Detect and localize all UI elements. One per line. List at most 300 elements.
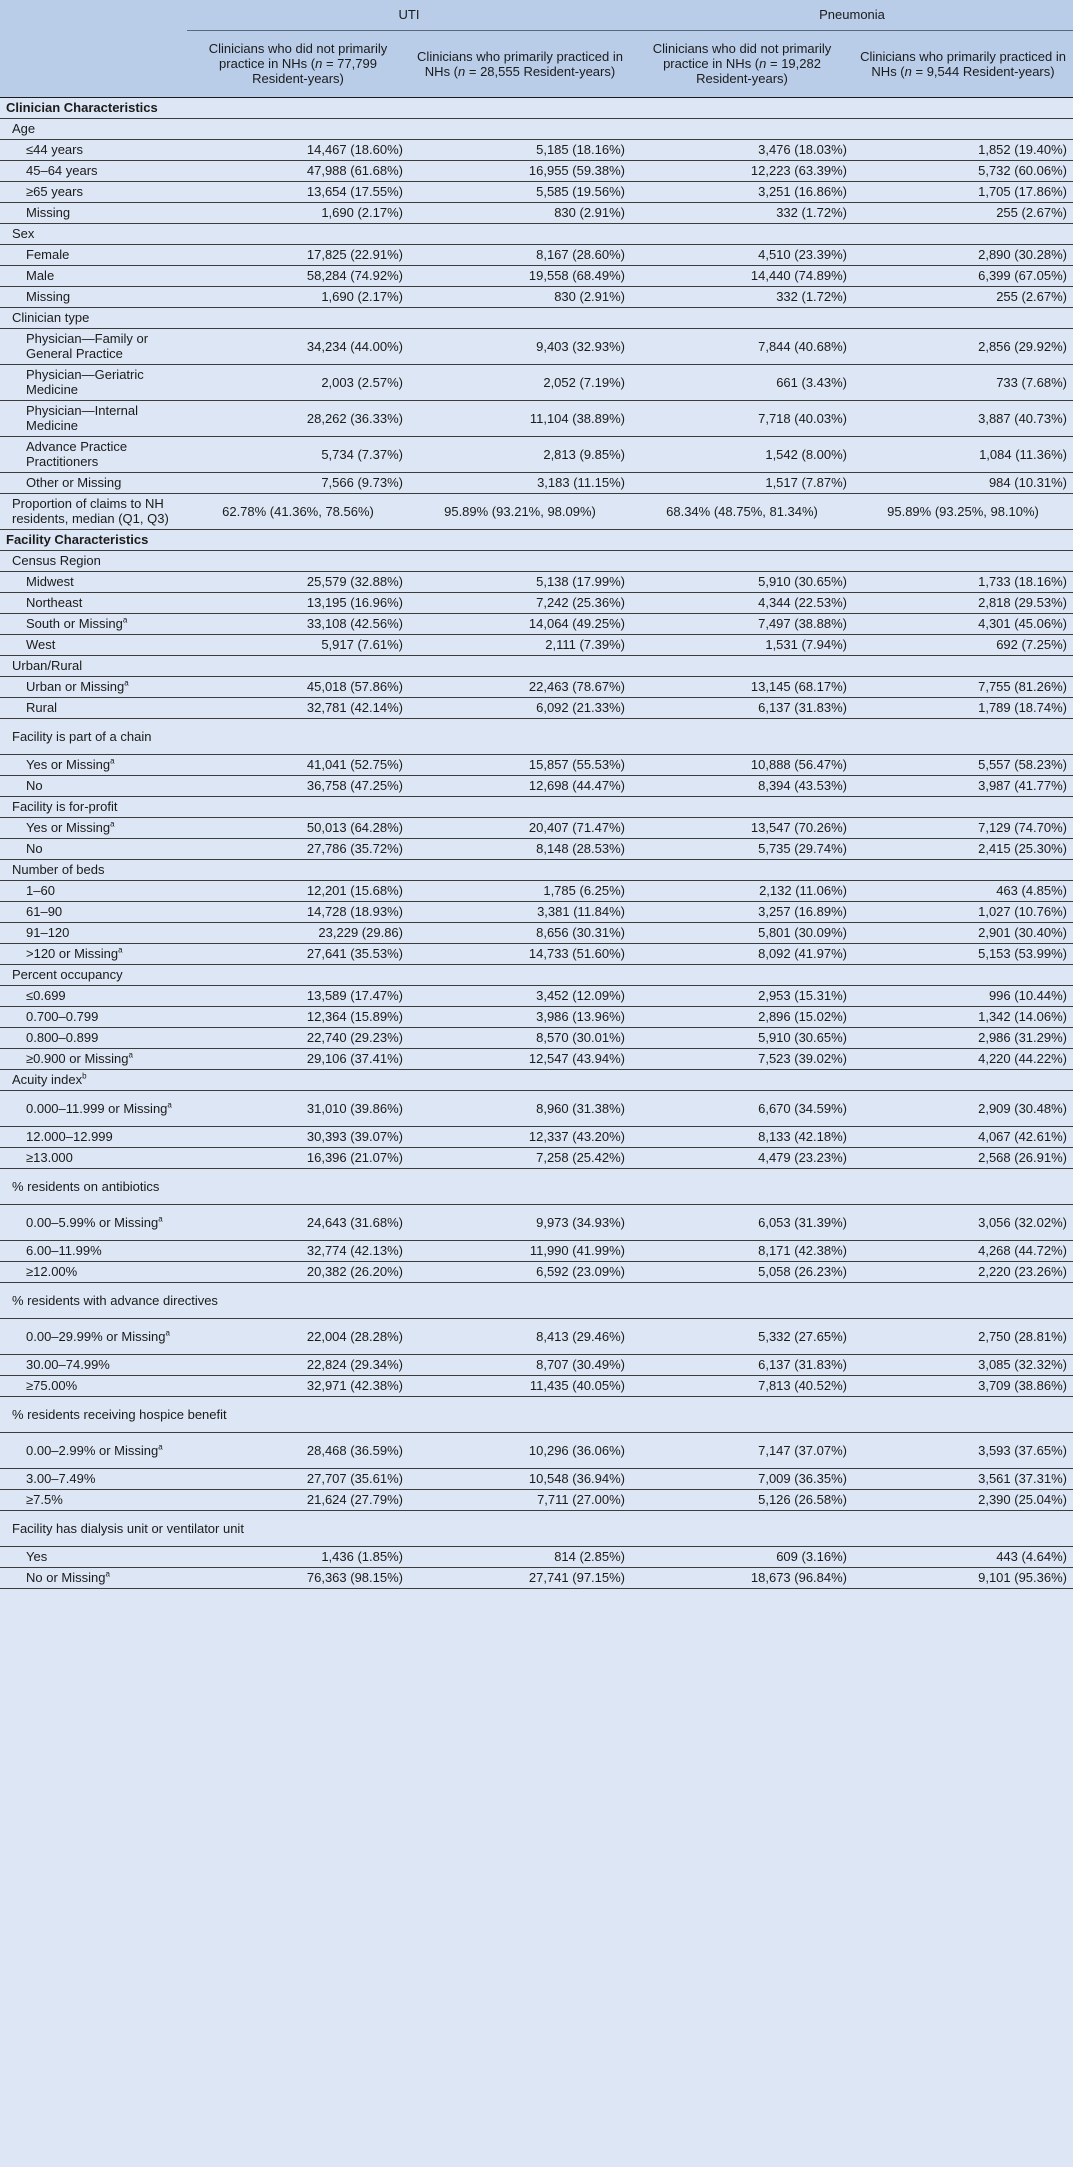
table-cell: 1,542 (8.00%) bbox=[631, 436, 853, 472]
row-label-text: 91–120 bbox=[26, 925, 70, 940]
footnote-marker: a bbox=[158, 1442, 163, 1452]
table-cell: 7,129 (74.70%) bbox=[853, 817, 1073, 838]
category-row bbox=[0, 859, 1073, 880]
row-label-text: Acuity index bbox=[12, 1072, 83, 1087]
table-cell: 1,531 (7.94%) bbox=[631, 634, 853, 655]
row-label bbox=[0, 571, 187, 592]
table-cell: 27,786 (35.72%) bbox=[187, 838, 409, 859]
row-label-text: % residents on antibiotics bbox=[12, 1178, 160, 1194]
table-cell: 7,147 (37.07%) bbox=[631, 1432, 853, 1468]
row-label bbox=[0, 1027, 187, 1048]
row-label-text: Yes or Missing bbox=[26, 820, 111, 835]
row-label-text: Proportion of claims to NH residents, median (Q1, Q3) bbox=[12, 496, 169, 526]
row-label bbox=[0, 364, 187, 400]
table-cell: 1,690 (2.17%) bbox=[187, 202, 409, 223]
table-cell: 3,381 (11.84%) bbox=[409, 901, 631, 922]
table-row bbox=[0, 1204, 1073, 1240]
row-label-text: Urban or Missing bbox=[26, 679, 125, 694]
row-label-text: Percent occupancy bbox=[12, 967, 123, 982]
table-row bbox=[0, 838, 1073, 859]
row-label-text: ≤0.699 bbox=[26, 988, 66, 1003]
row-label-text: ≥0.900 or Missing bbox=[26, 1051, 129, 1066]
table-cell: 14,064 (49.25%) bbox=[409, 613, 631, 634]
table-cell: 3,561 (37.31%) bbox=[853, 1468, 1073, 1489]
table-cell: 2,568 (26.91%) bbox=[853, 1147, 1073, 1168]
row-label-text: 6.00–11.99% bbox=[26, 1243, 102, 1258]
row-label bbox=[0, 328, 187, 364]
header-corner-lower bbox=[0, 30, 187, 97]
table-row bbox=[0, 328, 1073, 364]
table-cell: 814 (2.85%) bbox=[409, 1546, 631, 1567]
row-label bbox=[0, 1510, 1073, 1546]
table-cell: 13,589 (17.47%) bbox=[187, 985, 409, 1006]
row-label bbox=[0, 160, 187, 181]
table-row bbox=[0, 1240, 1073, 1261]
table-row bbox=[0, 1147, 1073, 1168]
section-row bbox=[0, 97, 1073, 118]
row-label bbox=[0, 1147, 187, 1168]
row-label-text: Urban/Rural bbox=[12, 658, 83, 673]
table-cell: 5,185 (18.16%) bbox=[409, 139, 631, 160]
column-header: Clinicians who did not primarily practice in NHs (n = 77,799 Resident-years) bbox=[187, 30, 409, 97]
row-label-text: 45–64 years bbox=[26, 163, 98, 178]
table-cell: 661 (3.43%) bbox=[631, 364, 853, 400]
table-row bbox=[0, 1048, 1073, 1069]
footnote-marker: b bbox=[82, 1071, 87, 1081]
table-cell: 830 (2.91%) bbox=[409, 202, 631, 223]
table-row bbox=[0, 1090, 1073, 1126]
table-cell: 32,774 (42.13%) bbox=[187, 1240, 409, 1261]
table-cell: 5,126 (26.58%) bbox=[631, 1489, 853, 1510]
table-cell: 12,201 (15.68%) bbox=[187, 880, 409, 901]
row-label-text: 30.00–74.99% bbox=[26, 1357, 110, 1372]
table-cell: 1,342 (14.06%) bbox=[853, 1006, 1073, 1027]
table-row bbox=[0, 592, 1073, 613]
row-label bbox=[0, 1204, 187, 1240]
row-label-text: No bbox=[26, 778, 43, 793]
table-cell: 1,785 (6.25%) bbox=[409, 880, 631, 901]
table-cell: 28,468 (36.59%) bbox=[187, 1432, 409, 1468]
table-cell: 7,523 (39.02%) bbox=[631, 1048, 853, 1069]
table-cell: 7,009 (36.35%) bbox=[631, 1468, 853, 1489]
table-cell: 443 (4.64%) bbox=[853, 1546, 1073, 1567]
table-cell: 5,058 (26.23%) bbox=[631, 1261, 853, 1282]
table-row bbox=[0, 676, 1073, 697]
table-row bbox=[0, 436, 1073, 472]
table-cell: 6,137 (31.83%) bbox=[631, 697, 853, 718]
table-cell: 14,728 (18.93%) bbox=[187, 901, 409, 922]
table-cell: 9,403 (32.93%) bbox=[409, 328, 631, 364]
row-label bbox=[0, 265, 187, 286]
table-cell: 7,566 (9.73%) bbox=[187, 472, 409, 493]
table-cell: 2,111 (7.39%) bbox=[409, 634, 631, 655]
footnote-marker: a bbox=[158, 1214, 163, 1224]
table-row bbox=[0, 1318, 1073, 1354]
table-row bbox=[0, 1432, 1073, 1468]
table-cell: 19,558 (68.49%) bbox=[409, 265, 631, 286]
section-row bbox=[0, 529, 1073, 550]
row-label-text: 0.00–29.99% or Missing bbox=[26, 1328, 166, 1344]
table-cell: 12,364 (15.89%) bbox=[187, 1006, 409, 1027]
table-cell: 996 (10.44%) bbox=[853, 985, 1073, 1006]
table-cell: 8,133 (42.18%) bbox=[631, 1126, 853, 1147]
row-label-text: Northeast bbox=[26, 595, 83, 610]
table-cell: 8,570 (30.01%) bbox=[409, 1027, 631, 1048]
table-cell: 5,910 (30.65%) bbox=[631, 1027, 853, 1048]
table-cell: 8,413 (29.46%) bbox=[409, 1318, 631, 1354]
row-label bbox=[0, 1006, 187, 1027]
table-cell: 23,229 (29.86) bbox=[187, 922, 409, 943]
table-cell: 76,363 (98.15%) bbox=[187, 1567, 409, 1588]
table-cell: 7,755 (81.26%) bbox=[853, 676, 1073, 697]
table-cell: 255 (2.67%) bbox=[853, 202, 1073, 223]
row-label bbox=[0, 901, 187, 922]
table-cell: 4,344 (22.53%) bbox=[631, 592, 853, 613]
footnote-marker: a bbox=[124, 678, 129, 688]
row-label-text: No bbox=[26, 841, 43, 856]
table-cell: 692 (7.25%) bbox=[853, 634, 1073, 655]
table-cell: 28,262 (36.33%) bbox=[187, 400, 409, 436]
category-row bbox=[0, 1069, 1073, 1090]
table-row bbox=[0, 697, 1073, 718]
row-label bbox=[0, 859, 1073, 880]
header-corner bbox=[0, 0, 187, 30]
table-cell: 7,258 (25.42%) bbox=[409, 1147, 631, 1168]
row-label bbox=[0, 472, 187, 493]
table-cell: 4,510 (23.39%) bbox=[631, 244, 853, 265]
row-label bbox=[0, 922, 187, 943]
row-label-text: 12.000–12.999 bbox=[26, 1129, 113, 1144]
table-cell: 5,910 (30.65%) bbox=[631, 571, 853, 592]
row-label bbox=[0, 1375, 187, 1396]
table-row bbox=[0, 922, 1073, 943]
row-label-text: Age bbox=[12, 121, 36, 136]
table-cell: 13,547 (70.26%) bbox=[631, 817, 853, 838]
table-cell: 95.89% (93.21%, 98.09%) bbox=[409, 493, 631, 529]
row-label bbox=[0, 796, 1073, 817]
table-cell: 27,707 (35.61%) bbox=[187, 1468, 409, 1489]
category-row bbox=[0, 1510, 1073, 1546]
category-row bbox=[0, 550, 1073, 571]
table-row bbox=[0, 1567, 1073, 1588]
row-label bbox=[0, 1432, 187, 1468]
table-cell: 11,435 (40.05%) bbox=[409, 1375, 631, 1396]
row-label bbox=[0, 307, 1073, 328]
row-label bbox=[0, 244, 187, 265]
table-cell: 2,901 (30.40%) bbox=[853, 922, 1073, 943]
row-label-text: ≥75.00% bbox=[26, 1378, 78, 1393]
table-cell: 36,758 (47.25%) bbox=[187, 775, 409, 796]
table-cell: 3,476 (18.03%) bbox=[631, 139, 853, 160]
table-cell: 9,101 (95.36%) bbox=[853, 1567, 1073, 1588]
category-row bbox=[0, 1396, 1073, 1432]
row-label bbox=[0, 1489, 187, 1510]
table-cell: 2,132 (11.06%) bbox=[631, 880, 853, 901]
table-cell: 2,818 (29.53%) bbox=[853, 592, 1073, 613]
table-body bbox=[0, 97, 1073, 1588]
table-row bbox=[0, 1006, 1073, 1027]
table-row bbox=[0, 571, 1073, 592]
table-cell: 27,641 (35.53%) bbox=[187, 943, 409, 964]
table-cell: 2,052 (7.19%) bbox=[409, 364, 631, 400]
table-cell: 2,896 (15.02%) bbox=[631, 1006, 853, 1027]
row-label-text: Sex bbox=[12, 226, 35, 241]
row-label-text: Number of beds bbox=[12, 862, 105, 877]
table-cell: 10,888 (56.47%) bbox=[631, 754, 853, 775]
table-cell: 1,789 (18.74%) bbox=[853, 697, 1073, 718]
table-cell: 1,733 (18.16%) bbox=[853, 571, 1073, 592]
table-cell: 9,973 (34.93%) bbox=[409, 1204, 631, 1240]
row-label bbox=[0, 493, 187, 529]
row-label-text: 0.00–2.99% or Missing bbox=[26, 1442, 159, 1458]
footnote-marker: a bbox=[122, 615, 128, 625]
table-cell: 22,004 (28.28%) bbox=[187, 1318, 409, 1354]
table-row bbox=[0, 493, 1073, 529]
table-cell: 11,990 (41.99%) bbox=[409, 1240, 631, 1261]
row-label-text: 0.700–0.799 bbox=[26, 1009, 99, 1024]
table-cell: 8,148 (28.53%) bbox=[409, 838, 631, 859]
table-cell: 3,452 (12.09%) bbox=[409, 985, 631, 1006]
table-cell: 4,268 (44.72%) bbox=[853, 1240, 1073, 1261]
row-label bbox=[0, 754, 187, 775]
row-label bbox=[0, 592, 187, 613]
row-label bbox=[0, 400, 187, 436]
row-label bbox=[0, 1168, 1073, 1204]
table-row bbox=[0, 286, 1073, 307]
row-label bbox=[0, 817, 187, 838]
table-cell: 2,813 (9.85%) bbox=[409, 436, 631, 472]
table-cell: 5,557 (58.23%) bbox=[853, 754, 1073, 775]
table-row bbox=[0, 1546, 1073, 1567]
table-cell: 13,195 (16.96%) bbox=[187, 592, 409, 613]
table-cell: 4,220 (44.22%) bbox=[853, 1048, 1073, 1069]
table-cell: 3,593 (37.65%) bbox=[853, 1432, 1073, 1468]
table-row bbox=[0, 160, 1073, 181]
table-cell: 7,718 (40.03%) bbox=[631, 400, 853, 436]
table-cell: 1,852 (19.40%) bbox=[853, 139, 1073, 160]
table-cell: 2,986 (31.29%) bbox=[853, 1027, 1073, 1048]
table-cell: 7,711 (27.00%) bbox=[409, 1489, 631, 1510]
table-cell: 6,092 (21.33%) bbox=[409, 697, 631, 718]
row-label bbox=[0, 697, 187, 718]
row-label-text: Physician—Family or General Practice bbox=[26, 331, 149, 361]
table-cell: 7,242 (25.36%) bbox=[409, 592, 631, 613]
row-label-text: Rural bbox=[26, 700, 58, 715]
row-label-text: ≤44 years bbox=[26, 142, 83, 157]
row-label-text: Census Region bbox=[12, 553, 101, 568]
table-row bbox=[0, 1489, 1073, 1510]
table-cell: 27,741 (97.15%) bbox=[409, 1567, 631, 1588]
table-row bbox=[0, 613, 1073, 634]
table-header bbox=[0, 0, 1073, 97]
table-cell: 8,656 (30.31%) bbox=[409, 922, 631, 943]
row-label-text: Male bbox=[26, 268, 55, 283]
table-cell: 20,407 (71.47%) bbox=[409, 817, 631, 838]
footnote-marker: a bbox=[118, 945, 123, 955]
row-label-text: ≥7.5% bbox=[26, 1492, 63, 1507]
row-label-text: No or Missing bbox=[26, 1570, 106, 1585]
table-cell: 18,673 (96.84%) bbox=[631, 1567, 853, 1588]
table-row bbox=[0, 754, 1073, 775]
table-cell: 2,750 (28.81%) bbox=[853, 1318, 1073, 1354]
table-cell: 62.78% (41.36%, 78.56%) bbox=[187, 493, 409, 529]
table-cell: 16,955 (59.38%) bbox=[409, 160, 631, 181]
row-label-text: Midwest bbox=[26, 574, 74, 589]
table-cell: 22,824 (29.34%) bbox=[187, 1354, 409, 1375]
row-label-text: Missing bbox=[26, 205, 71, 220]
table-cell: 32,781 (42.14%) bbox=[187, 697, 409, 718]
table-cell: 8,394 (43.53%) bbox=[631, 775, 853, 796]
row-label bbox=[0, 1048, 187, 1069]
table-cell: 11,104 (38.89%) bbox=[409, 400, 631, 436]
table-row bbox=[0, 985, 1073, 1006]
row-label-text: Physician—Internal Medicine bbox=[26, 403, 138, 433]
table-cell: 733 (7.68%) bbox=[853, 364, 1073, 400]
table-cell: 14,733 (51.60%) bbox=[409, 943, 631, 964]
row-label-text: Clinician type bbox=[12, 310, 90, 325]
table-cell: 8,167 (28.60%) bbox=[409, 244, 631, 265]
row-label bbox=[0, 1240, 187, 1261]
table-cell: 3,257 (16.89%) bbox=[631, 901, 853, 922]
table-cell: 4,301 (45.06%) bbox=[853, 613, 1073, 634]
row-label-text: Yes bbox=[26, 1549, 48, 1564]
table-cell: 12,698 (44.47%) bbox=[409, 775, 631, 796]
table-row bbox=[0, 364, 1073, 400]
footnote-marker: a bbox=[110, 756, 115, 766]
table-cell: 1,027 (10.76%) bbox=[853, 901, 1073, 922]
table-cell: 2,856 (29.92%) bbox=[853, 328, 1073, 364]
row-label bbox=[0, 286, 187, 307]
row-label bbox=[0, 1090, 187, 1126]
table-cell: 10,296 (36.06%) bbox=[409, 1432, 631, 1468]
category-row bbox=[0, 1282, 1073, 1318]
table-cell: 3,986 (13.96%) bbox=[409, 1006, 631, 1027]
row-label bbox=[0, 436, 187, 472]
table-cell: 5,735 (29.74%) bbox=[631, 838, 853, 859]
table-cell: 332 (1.72%) bbox=[631, 286, 853, 307]
table-row bbox=[0, 1468, 1073, 1489]
row-label-text: Facility is for-profit bbox=[12, 799, 118, 814]
table-cell: 6,399 (67.05%) bbox=[853, 265, 1073, 286]
row-label bbox=[0, 1468, 187, 1489]
row-label-text: >120 or Missing bbox=[26, 946, 119, 961]
table-cell: 2,220 (23.26%) bbox=[853, 1261, 1073, 1282]
table-cell: 6,137 (31.83%) bbox=[631, 1354, 853, 1375]
table-row bbox=[0, 400, 1073, 436]
table-cell: 5,734 (7.37%) bbox=[187, 436, 409, 472]
row-label bbox=[0, 1318, 187, 1354]
category-row bbox=[0, 964, 1073, 985]
table-cell: 3,709 (38.86%) bbox=[853, 1375, 1073, 1396]
table-cell: 95.89% (93.25%, 98.10%) bbox=[853, 493, 1073, 529]
column-header: Clinicians who did not primarily practice in NHs (n = 19,282 Resident-years) bbox=[631, 30, 853, 97]
footnote-marker: a bbox=[165, 1328, 170, 1338]
row-label bbox=[0, 1567, 187, 1588]
table-cell: 3,887 (40.73%) bbox=[853, 400, 1073, 436]
table-cell: 984 (10.31%) bbox=[853, 472, 1073, 493]
table-cell: 3,987 (41.77%) bbox=[853, 775, 1073, 796]
row-label-text: Other or Missing bbox=[26, 475, 122, 490]
table-cell: 1,436 (1.85%) bbox=[187, 1546, 409, 1567]
table-row bbox=[0, 265, 1073, 286]
table-cell: 5,585 (19.56%) bbox=[409, 181, 631, 202]
row-label bbox=[0, 775, 187, 796]
table-cell: 6,670 (34.59%) bbox=[631, 1090, 853, 1126]
table-cell: 5,138 (17.99%) bbox=[409, 571, 631, 592]
row-label-text: Facility Characteristics bbox=[6, 532, 149, 547]
footnote-marker: a bbox=[128, 1050, 133, 1060]
row-label-text: % residents with advance directives bbox=[12, 1292, 218, 1308]
table-row bbox=[0, 1126, 1073, 1147]
table-row bbox=[0, 943, 1073, 964]
table-cell: 5,153 (53.99%) bbox=[853, 943, 1073, 964]
row-label-text: Facility is part of a chain bbox=[12, 728, 152, 744]
category-row bbox=[0, 118, 1073, 139]
row-label bbox=[0, 655, 1073, 676]
row-label bbox=[0, 1069, 1073, 1090]
table-cell: 1,705 (17.86%) bbox=[853, 181, 1073, 202]
table-cell: 22,463 (78.67%) bbox=[409, 676, 631, 697]
table-cell: 3,056 (32.02%) bbox=[853, 1204, 1073, 1240]
table-cell: 2,953 (15.31%) bbox=[631, 985, 853, 1006]
row-label-text: ≥12.00% bbox=[26, 1264, 78, 1279]
category-row bbox=[0, 796, 1073, 817]
row-label bbox=[0, 1261, 187, 1282]
category-row bbox=[0, 307, 1073, 328]
table-cell: 58,284 (74.92%) bbox=[187, 265, 409, 286]
row-label-text: Yes or Missing bbox=[26, 757, 111, 772]
table-cell: 10,548 (36.94%) bbox=[409, 1468, 631, 1489]
table-cell: 463 (4.85%) bbox=[853, 880, 1073, 901]
row-label-text: 0.000–11.999 or Missing bbox=[26, 1100, 168, 1116]
row-label bbox=[0, 202, 187, 223]
table-cell: 6,592 (23.09%) bbox=[409, 1261, 631, 1282]
table-cell: 7,813 (40.52%) bbox=[631, 1375, 853, 1396]
table-cell: 31,010 (39.86%) bbox=[187, 1090, 409, 1126]
table-cell: 8,171 (42.38%) bbox=[631, 1240, 853, 1261]
table-cell: 5,917 (7.61%) bbox=[187, 634, 409, 655]
row-label-text: West bbox=[26, 637, 56, 652]
group-header-pneumonia: Pneumonia bbox=[631, 0, 1073, 30]
table-cell: 32,971 (42.38%) bbox=[187, 1375, 409, 1396]
row-label-text: Facility has dialysis unit or ventilator unit bbox=[12, 1520, 244, 1536]
table-cell: 14,440 (74.89%) bbox=[631, 265, 853, 286]
table-cell: 3,251 (16.86%) bbox=[631, 181, 853, 202]
row-label-text: Physician—Geriatric Medicine bbox=[26, 367, 144, 397]
table-row bbox=[0, 775, 1073, 796]
table-cell: 50,013 (64.28%) bbox=[187, 817, 409, 838]
category-row bbox=[0, 1168, 1073, 1204]
row-label-text: 3.00–7.49% bbox=[26, 1471, 96, 1486]
row-label-text: 0.800–0.899 bbox=[26, 1030, 99, 1045]
table-row bbox=[0, 1261, 1073, 1282]
table-cell: 47,988 (61.68%) bbox=[187, 160, 409, 181]
table-cell: 4,479 (23.23%) bbox=[631, 1147, 853, 1168]
table-row bbox=[0, 181, 1073, 202]
table-cell: 2,390 (25.04%) bbox=[853, 1489, 1073, 1510]
table-cell: 1,690 (2.17%) bbox=[187, 286, 409, 307]
table-cell: 5,332 (27.65%) bbox=[631, 1318, 853, 1354]
table-cell: 255 (2.67%) bbox=[853, 286, 1073, 307]
row-label-text: South or Missing bbox=[26, 616, 123, 631]
table-cell: 2,909 (30.48%) bbox=[853, 1090, 1073, 1126]
table-cell: 12,547 (43.94%) bbox=[409, 1048, 631, 1069]
table-cell: 12,223 (63.39%) bbox=[631, 160, 853, 181]
table-row bbox=[0, 244, 1073, 265]
row-label-text: ≥13.000 bbox=[26, 1150, 73, 1165]
table-row bbox=[0, 1027, 1073, 1048]
row-label bbox=[0, 181, 187, 202]
